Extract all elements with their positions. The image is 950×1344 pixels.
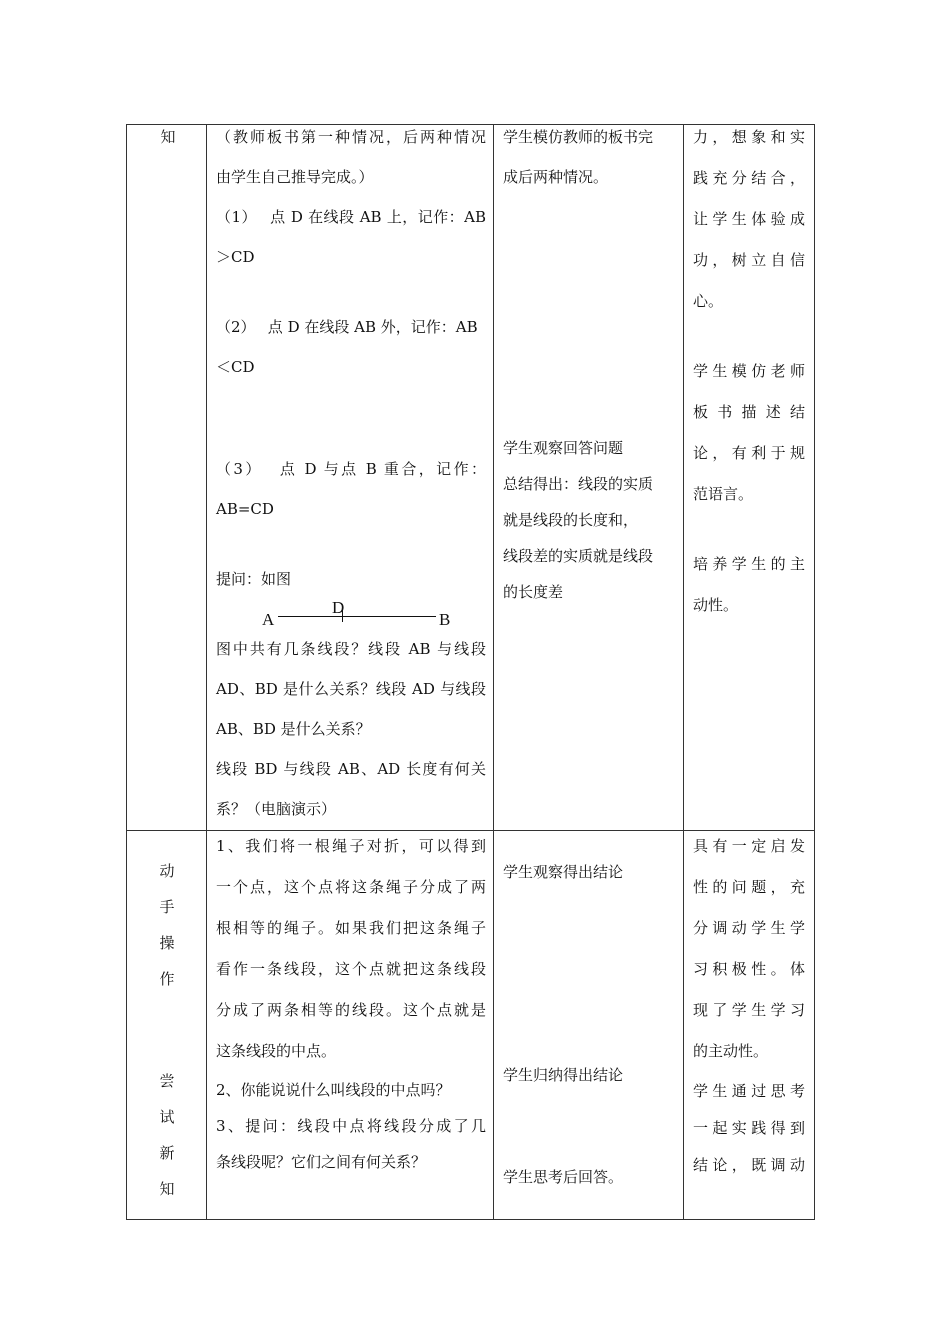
- segment-ab: [278, 616, 436, 617]
- text-line: 结论，既调动: [693, 1156, 805, 1174]
- text-line: 习积极性。体: [693, 960, 805, 978]
- stage-char: 动: [159, 862, 175, 880]
- teacher-activity-row1: [216, 117, 486, 829]
- point-d-tick: [342, 610, 343, 622]
- column-divider-2: [493, 124, 494, 1220]
- stage-char: 试: [159, 1108, 175, 1126]
- text-line: 学生通过思考: [693, 1082, 805, 1100]
- stage-char: 作: [159, 970, 175, 988]
- line-segment-figure: [258, 596, 458, 632]
- text-line: 条线段呢？它们之间有何关系？: [216, 1153, 427, 1171]
- student-activity-row2-b: 学生归纳得出结论: [503, 1066, 624, 1084]
- text-line: 板书描述结: [693, 403, 805, 421]
- text-line: （教师板书第一种情况，后两种情况: [216, 128, 486, 146]
- text-line: 图中共有几条线段？线段 AB 与线段: [216, 640, 486, 658]
- text-line: 一个点，这个点将这条绳子分成了两: [216, 878, 486, 896]
- text-line: 成后两种情况。: [503, 168, 609, 186]
- teacher-activity-row2: [216, 826, 486, 1180]
- text-line: 力，想象和实: [693, 128, 805, 146]
- stage-label-row1: 知: [160, 128, 176, 146]
- text-line: 性的问题，充: [693, 878, 805, 896]
- design-intent-row1-c: [693, 544, 805, 626]
- text-line: 学生模仿教师的板书完: [503, 128, 654, 146]
- text-line: ＜CD: [216, 358, 255, 376]
- text-line: 根相等的绳子。如果我们把这条绳子: [216, 919, 486, 937]
- table-border-left: [126, 124, 127, 1220]
- stage-char: 手: [159, 898, 175, 916]
- design-intent-row2-a: [693, 826, 805, 1072]
- text-line: 让学生体验成: [693, 210, 805, 228]
- text-line: 培养学生的主: [693, 555, 805, 573]
- column-divider-3: [683, 124, 684, 1220]
- text-line: 3、提问：线段中点将线段分成了几: [216, 1117, 486, 1135]
- text-line: 看作一条线段，这个点就把这条线段: [216, 960, 486, 978]
- design-intent-row2-b: [693, 1073, 805, 1184]
- stage-char: 操: [159, 934, 175, 952]
- text-line: 学生模仿老师: [693, 362, 805, 380]
- text-line: AB=CD: [216, 500, 274, 518]
- text-line: ＞CD: [216, 248, 255, 266]
- text-line: 分调动学生学: [693, 919, 805, 937]
- student-activity-row1-bottom: [503, 430, 675, 610]
- text-line: 现了学生学习: [693, 1001, 805, 1019]
- text-line: 提问：如图: [216, 570, 292, 588]
- text-line: 的主动性。: [693, 1042, 769, 1060]
- text-line: 1、我们将一根绳子对折，可以得到: [216, 837, 486, 855]
- text-line: 总结得出：线段的实质: [503, 475, 654, 493]
- text-line: 系？（电脑演示）: [216, 800, 337, 818]
- table-border-right: [814, 124, 815, 1220]
- stage-label-row2-a: [157, 853, 177, 997]
- text-line: 动性。: [693, 596, 739, 614]
- text-line: 论，有利于规: [693, 444, 805, 462]
- text-line: 线段差的实质就是线段: [503, 547, 654, 565]
- text-line: 分成了两条相等的线段。这个点就是: [216, 1001, 486, 1019]
- student-activity-row2-a: 学生观察得出结论: [503, 863, 624, 881]
- stage-char: 尝: [159, 1072, 175, 1090]
- column-divider-1: [206, 124, 207, 1220]
- text-line: 具有一定启发: [693, 837, 805, 855]
- stage-char: 新: [159, 1144, 175, 1162]
- text-line: 这条线段的中点。: [216, 1042, 337, 1060]
- text-line: 学生观察回答问题: [503, 439, 624, 457]
- text-line: （1） 点 D 在线段 AB 上，记作：AB: [216, 208, 486, 226]
- text-line: 功，树立自信: [693, 251, 805, 269]
- text-line: （3） 点 D 与点 B 重合，记作：: [216, 460, 486, 478]
- stage-label-row2-b: [157, 1063, 177, 1207]
- text-line: 2、你能说说什么叫线段的中点吗？: [216, 1081, 451, 1099]
- text-line: （2） 点 D 在线段 AB 外，记作：AB: [216, 318, 478, 336]
- text-line: AB、BD 是什么关系？: [216, 720, 371, 738]
- text-line: 线段 BD 与线段 AB、AD 长度有何关: [216, 760, 486, 778]
- text-line: AD、BD 是什么关系？线段 AD 与线段: [216, 680, 486, 698]
- design-intent-row1-b: [693, 351, 805, 515]
- stage-char: 知: [159, 1180, 175, 1198]
- point-a-label: A: [262, 610, 275, 629]
- point-d-label: D: [332, 598, 345, 617]
- design-intent-row1-a: [693, 117, 805, 322]
- text-line: 就是线段的长度和，: [503, 511, 639, 529]
- point-b-label: B: [439, 610, 451, 629]
- text-line: 心。: [693, 292, 724, 310]
- text-line: 践充分结合，: [693, 169, 805, 187]
- student-activity-row2-c: 学生思考后回答。: [503, 1168, 624, 1186]
- text-line: 的长度差: [503, 583, 564, 601]
- student-activity-row1-top: [503, 117, 675, 197]
- text-line: 一起实践得到: [693, 1119, 805, 1137]
- text-line: 范语言。: [693, 485, 754, 503]
- text-line: 由学生自己推导完成。）: [216, 168, 374, 186]
- table-border-bottom: [126, 1219, 815, 1220]
